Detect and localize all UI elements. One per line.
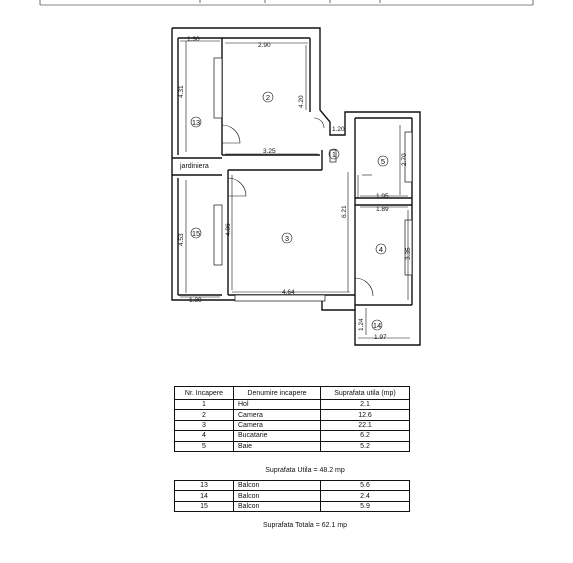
balcony-table [174, 480, 410, 512]
cell-area: 2.4 [321, 491, 410, 501]
cell-name: Camera [234, 410, 321, 420]
header-denumire: Denumire incapere [234, 387, 321, 400]
header-nr: Nr. Incapere [175, 387, 234, 400]
cell-area: 5.2 [321, 441, 410, 451]
summary-utila: Suprafata Utila = 48.2 mp [265, 467, 345, 474]
floor-plan [172, 28, 420, 345]
table-row [175, 400, 410, 410]
dim-balcony15-height: 4.53 [178, 233, 185, 246]
cell-name: Hol [234, 400, 321, 410]
table-row [175, 501, 410, 511]
dim-hall-width: 1.20 [332, 126, 345, 133]
cell-name: Balcon [234, 501, 321, 511]
rooms-table [174, 386, 410, 452]
cell-name: Baie [234, 441, 321, 451]
cell-nr: 5 [175, 441, 234, 451]
header-suprafata: Suprafata utila (mp) [321, 387, 410, 400]
cell-nr: 1 [175, 400, 234, 410]
cell-name: Camera [234, 420, 321, 430]
dim-balcony14-width: 1.97 [374, 334, 387, 341]
dim-room3-width: 4.64 [282, 289, 295, 296]
room-number-1: 1 [331, 150, 337, 159]
dim-room4-width: 1.89 [376, 206, 389, 213]
dim-balcony15-width: 1.30 [189, 297, 202, 304]
dim-room5-width: 1.95 [376, 193, 389, 200]
label-jardiniera: jardiniera [180, 163, 209, 170]
table-row [175, 431, 410, 441]
cell-area: 5.9 [321, 501, 410, 511]
dim-room3-left-height: 4.86 [225, 223, 232, 236]
cell-nr: 4 [175, 431, 234, 441]
cell-nr: 14 [175, 491, 234, 501]
cell-nr: 3 [175, 420, 234, 430]
cell-area: 2.1 [321, 400, 410, 410]
dim-balcony14-height: 1.24 [358, 318, 365, 331]
cell-nr: 15 [175, 501, 234, 511]
cell-nr: 2 [175, 410, 234, 420]
cell-name: Balcon [234, 491, 321, 501]
dim-room2-width: 2.90 [258, 42, 271, 49]
dim-balcony13-width: 1.30 [187, 36, 200, 43]
room-number-14: 14 [372, 321, 382, 330]
table-row [175, 420, 410, 430]
cell-name: Balcon [234, 481, 321, 491]
cell-area: 12.6 [321, 410, 410, 420]
cell-area: 6.2 [321, 431, 410, 441]
room-number-4: 4 [378, 245, 384, 254]
dim-balcony13-height: 4.31 [178, 85, 185, 98]
table-header-row [175, 387, 410, 400]
summary-totala: Suprafata Totala = 62.1 mp [262, 522, 348, 529]
dim-room2-height: 4.20 [298, 95, 305, 108]
table-row [175, 491, 410, 501]
cell-nr: 13 [175, 481, 234, 491]
room-number-3: 3 [284, 234, 290, 243]
cell-area: 5.6 [321, 481, 410, 491]
table-row [175, 441, 410, 451]
dim-room3-height: 6.21 [341, 205, 348, 218]
top-border [40, 0, 533, 5]
table-row [175, 410, 410, 420]
dim-room4-height: 3.35 [405, 247, 412, 260]
room-number-2: 2 [265, 93, 271, 102]
cell-area: 22.1 [321, 420, 410, 430]
room-number-5: 5 [380, 157, 386, 166]
cell-name: Bucatarie [234, 431, 321, 441]
dim-corridor-width: 3.25 [263, 148, 276, 155]
dim-room5-height: 2.70 [401, 153, 408, 166]
room-number-15: 15 [191, 229, 201, 238]
table-row [175, 481, 410, 491]
room-number-13: 13 [191, 118, 201, 127]
